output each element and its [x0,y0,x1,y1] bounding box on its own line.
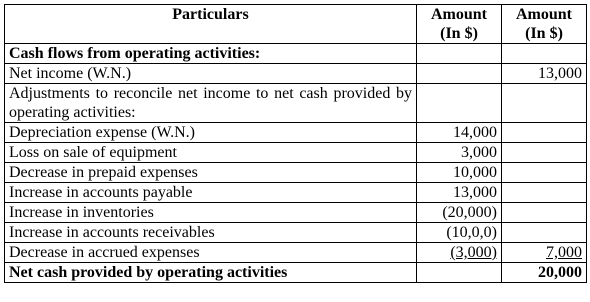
section-heading-row [5,44,587,64]
amount2-cell [502,163,587,183]
amount-header-1-unit: (In $) [440,25,478,42]
amount-header-2-title: Amount [515,6,572,23]
amount2-cell [502,183,587,203]
amount2-cell [502,84,587,123]
amount1-cell: 13,000 [417,183,502,203]
amount1-cell: 14,000 [417,123,502,143]
amount1-cell: 10,000 [417,163,502,183]
amount2-cell [502,203,587,223]
amount1-underlined-value: (3,000) [450,244,497,261]
header-row [5,5,587,44]
amount2-cell [502,223,587,243]
section-heading: Cash flows from operating activities: [5,44,417,64]
row-label: Depreciation expense (W.N.) [5,123,417,143]
amount2-cell [502,123,587,143]
table-row [5,163,587,183]
table-row [5,243,587,263]
amount1-cell: (20,000) [417,203,502,223]
row-label: Loss on sale of equipment [5,143,417,163]
total-amount: 20,000 [502,263,587,283]
amount2-cell [502,143,587,163]
amount-header-2-unit: (In $) [525,25,563,42]
amount1-cell [417,263,502,283]
row-label: Net income (W.N.) [5,64,417,84]
table-row [5,64,587,84]
amount-header-1-title: Amount [430,6,487,23]
amount1-cell: (10,0,0) [417,223,502,243]
table-row [5,123,587,143]
total-label: Net cash provided by operating activities [5,263,417,283]
table-row [5,143,587,163]
cash-flow-table [4,4,587,283]
amount1-cell [417,64,502,84]
amount2-cell: 13,000 [502,64,587,84]
particulars-header: Particulars [5,5,417,44]
table-row [5,203,587,223]
amount1-cell [417,243,502,263]
table-row [5,223,587,243]
amount1-cell [417,84,502,123]
row-label: Increase in inventories [5,203,417,223]
row-label: Increase in accounts receivables [5,223,417,243]
row-label: Adjustments to reconcile net income to net cash provided by operating activities: [5,84,417,123]
amount-header-2 [502,5,587,44]
amount2-cell [502,243,587,263]
amount1-cell [417,44,502,64]
row-label: Decrease in accrued expenses [5,243,417,263]
total-row [5,263,587,283]
amount1-cell: 3,000 [417,143,502,163]
amount2-underlined-value: 7,000 [546,244,582,261]
amount-header-1 [417,5,502,44]
row-label: Decrease in prepaid expenses [5,163,417,183]
amount2-cell [502,44,587,64]
table-row [5,84,587,123]
table-row [5,183,587,203]
row-label: Increase in accounts payable [5,183,417,203]
